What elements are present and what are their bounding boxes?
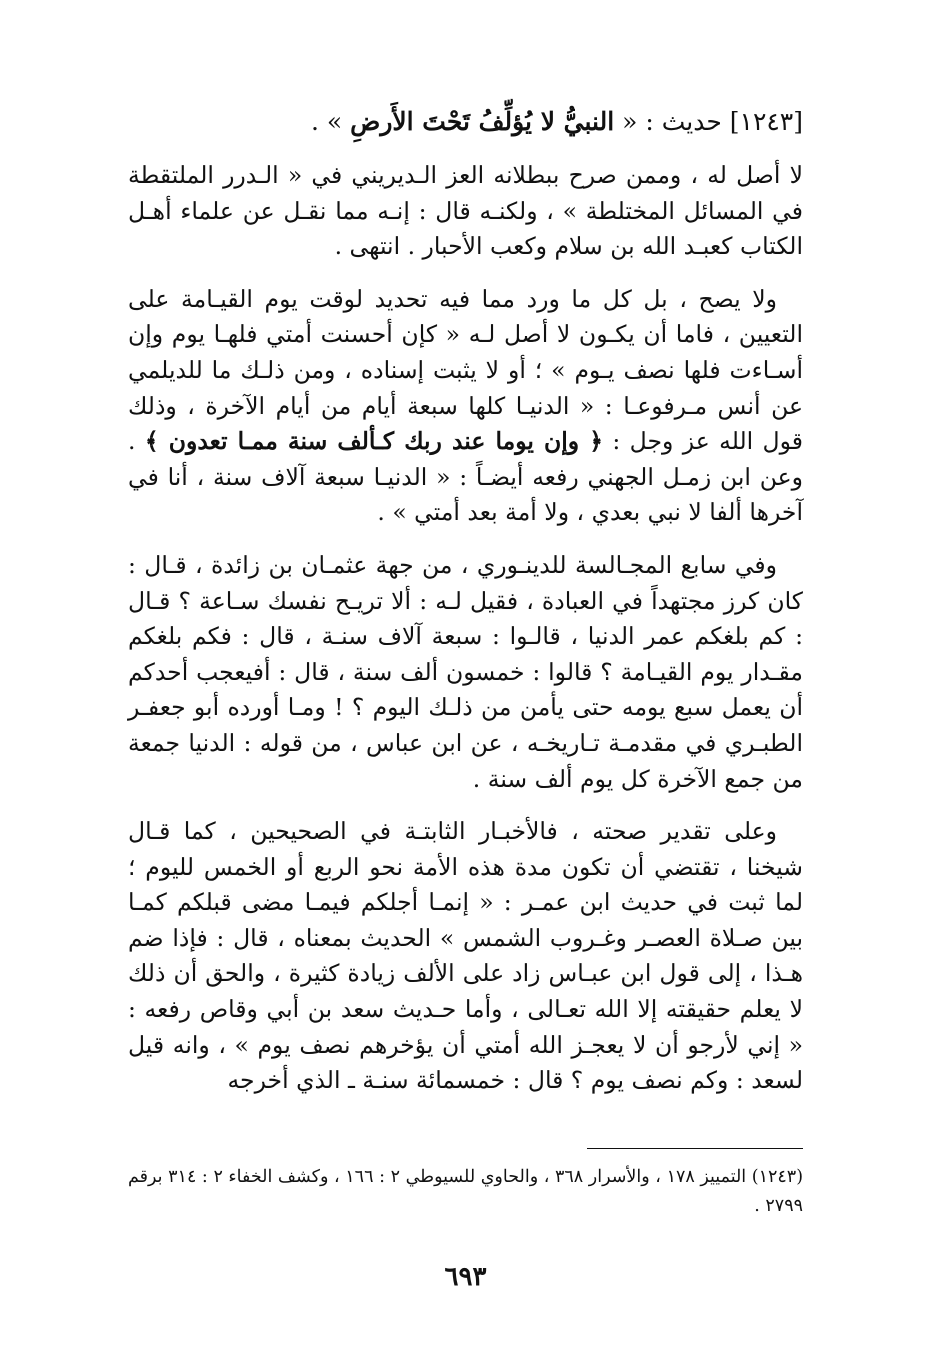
footnote: (١٢٤٣) التمييز ١٧٨ ، والأسرار ٣٦٨ ، والحاوي للسيوطي ٢ : ١٦٦ ، وكشف الخفاء ٢ : ٣١٤ برقم ٢٧٩٩ . <box>128 1167 804 1216</box>
heading-suffix: » . <box>310 107 351 136</box>
paragraph-2-text: ولا يصح ، بل كل ما ورد مما فيه تحديد لوقت يوم القيـامة على التعيين ، فاما أن يكـون لا أصل لـه « كإن أحسنت أمتي فلهـا يوم وإن أسـاءت فلها نصف يـوم » ؛ أو لا يثبت إسناده ، ومن ذلـك ما للديلمي عن أنس مـرفوعـا : « الدنيـا كلها سبعة أيام من أيام الآخرة ، وذلك قول الله عز وجل : <box>128 284 803 456</box>
heading-quoted-text: النبيُّ لا يُؤلِّفُ تَحْتَ الأَرضِ <box>350 107 615 136</box>
quran-verse: ﴿ وإن يوما عند ربك كـألف سنة ممـا تعدون ﴾ <box>144 427 604 456</box>
hadith-heading <box>200 102 803 142</box>
footnote-divider <box>587 1148 803 1149</box>
heading-prefix: [١٢٤٣] حديث : « <box>614 107 803 136</box>
body-text <box>128 158 803 1116</box>
paragraph-4: وعلى تقدير صحته ، فالأخبـار الثابتـة في الصحيحين ، كما قـال شيخنا ، تقتضي أن تكون مدة هذه الأمة نحو الربع أو الخمس لليوم ؛ لما ثبت في حديث ابن عمـر : « إنمـا أجلكم فيمـا مضى قبلكم كمـا بين صـلاة العصـر وغـروب الشمس » الحديث بمعناه ، قال : فإذا ضم هـذا ، إلى قول ابن عبـاس زاد على الألف زيادة كثيرة ، والحق أن ذلك لا يعلم حقيقته إلا الله تعـالى ، وأما حـديث سعد بن أبي وقاص رفعه : « إني لأرجو أن لا يعجـز الله أمتي أن يؤخرهم نصف يوم » ، وانه قيل لسعد : وكم نصف يوم ؟ قال : خمسمائة سنـة ـ الذي أخرجه <box>128 817 803 1095</box>
paragraph-2-continuation: . وعن ابن زمـل الجهني رفعه أيضـاً : « الدنيـا سبعة آلاف سنة ، أنا في آخرها ألفا لا نبي بعدي ، ولا أمة بعد أمتي » . <box>128 427 803 527</box>
paragraph-3: وفي سابع المجـالسة للدينـوري ، من جهة عثمـان بن زائدة ، قـال : كان كرز مجتهداً في العبادة ، فقيل لـه : ألا تريـح نفسك سـاعة ؟ قـال : كم بلغكم عمر الدنيا ، قالـوا : سبعة آلاف سنـة ، قال : فكم بلغكم مقـدار يوم القيـامة ؟ قالوا : خمسون ألف سنة ، قال : أفيعجب أحدكم أن يعمل سبع يومه حتى يأمن من ذلـك اليوم ؟ ! ومـا أورده أبو جعفـر الطبـري في مقدمـة تـاريخـه ، عن ابن عباس ، من قوله : الدنيا جمعة من جمع الآخرة كل يوم ألف سنة . <box>128 550 804 793</box>
page-number: ٦٩٣ <box>444 1262 487 1292</box>
paragraph-2 <box>128 282 803 531</box>
paragraph-1: لا أصل له ، وممن صرح ببطلانه العز الـديريني في « الـدرر الملتقطة في المسائل المختلطة » ، ولكنـه قال : إنـه مما نقـل عن علماء أهـل الكتاب كعبـد الله بن سلام وكعب الأحبار . انتهى . <box>128 161 803 261</box>
